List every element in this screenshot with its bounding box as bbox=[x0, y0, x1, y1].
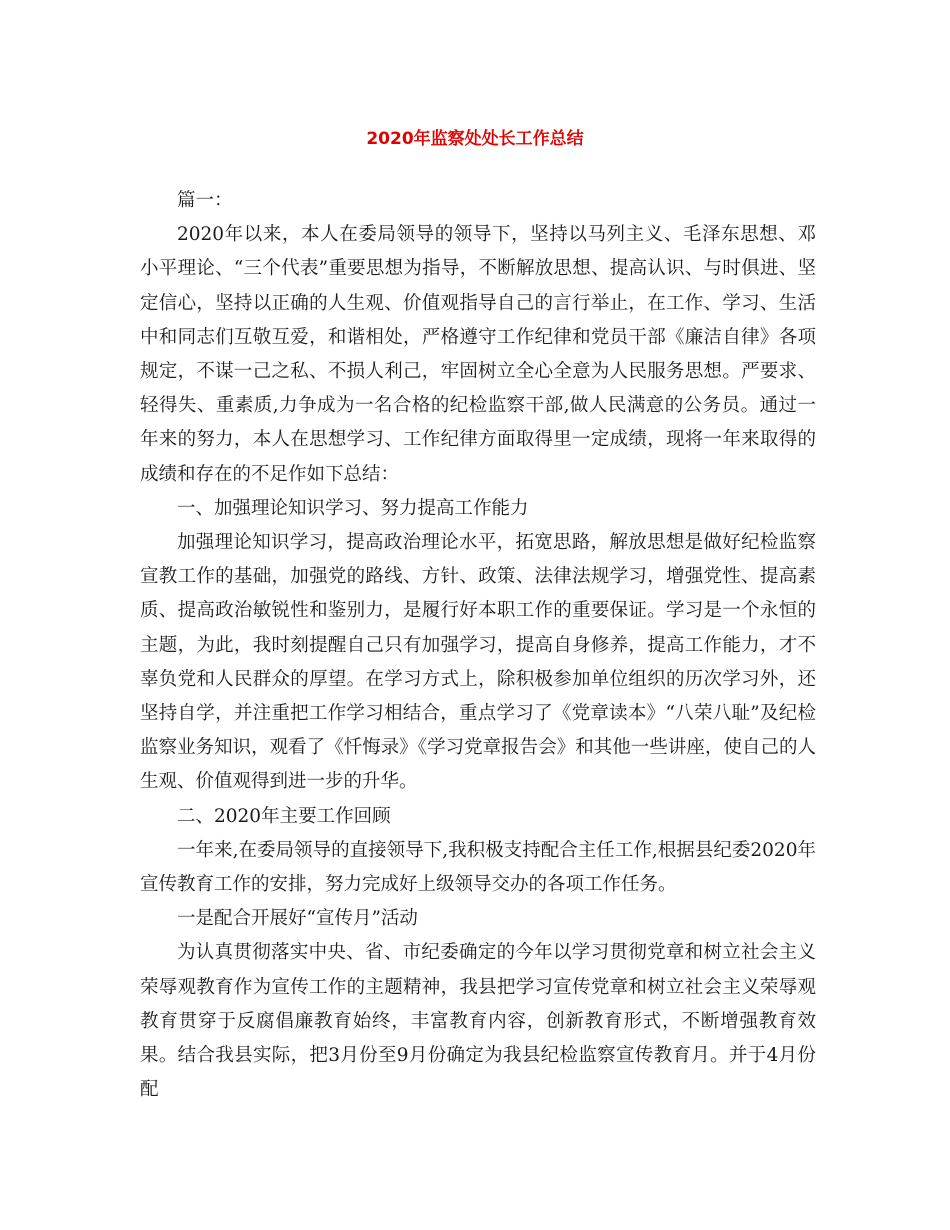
section-heading: 一、加强理论知识学习、努力提高工作能力 bbox=[177, 497, 529, 519]
paragraph: 为认真贯彻落实中央、省、市纪委确定的今年以学习贯彻党章和树立社会主义荣辱观教育作为宣传工作的主题精神，我县把学习宣传党章和树立社会主义荣辱观教育贯穿于反腐倡廉教育始终，丰富教育内容，创新教育形式，不断增强教育效果。结合我县实际，把3月份至9月份确定为我县纪检监察宣传教育月。并于4月份配 bbox=[140, 942, 816, 1101]
paragraph: 篇一： bbox=[177, 190, 233, 211]
document-body bbox=[140, 184, 816, 1107]
document-title: 2020年监察处处长工作总结 bbox=[366, 129, 584, 149]
paragraph: 一年来,在委局领导的直接领导下,我积极支持配合主任工作,根据县纪委2020年宣传教育工作的安排，努力完成好上级领导交办的各项工作任务。 bbox=[140, 839, 816, 896]
paragraph: 2020年以来，本人在委局领导的领导下，坚持以马列主义、毛泽东思想、邓小平理论、“三个代表”重要思想为指导，不断解放思想、提高认识、与时俱进、坚定信心，坚持以正确的人生观、价值观指导自己的言行举止，在工作、学习、生活中和同志们互敬互爱，和谐相处，严格遵守工作纪律和党员干部《廉洁自律》各项规定，不谋一己之私、不损人利己，牢固树立全心全意为人民服务思想。严要求、轻得失、重素质,力争成为一名合格的纪检监察干部,做人民满意的公务员。通过一年来的努力，本人在思想学习、工作纪律方面取得里一定成绩，现将一年来取得的成绩和存在的不足作如下总结： bbox=[140, 224, 816, 485]
subsection-heading: 一是配合开展好“宣传月”活动 bbox=[177, 908, 418, 930]
paragraph: 加强理论知识学习，提高政治理论水平，拓宽思路，解放思想是做好纪检监察宣教工作的基础，加强党的路线、方针、政策、法律法规学习，增强党性、提高素质、提高政治敏锐性和鉴别力，是履行好本职工作的重要保证。学习是一个永恒的主题，为此，我时刻提醒自己只有加强学习，提高自身修养，提高工作能力，才不辜负党和人民群众的厚望。在学习方式上，除积极参加单位组织的历次学习外，还坚持自学，并注重把工作学习相结合，重点学习了《党章读本》“八荣八耻”及纪检监察业务知识，观看了《忏悔录》《学习党章报告会》和其他一些讲座，使自己的人生观、价值观得到进一步的升华。 bbox=[140, 532, 816, 793]
section-heading: 二、2020年主要工作回顾 bbox=[177, 805, 391, 827]
